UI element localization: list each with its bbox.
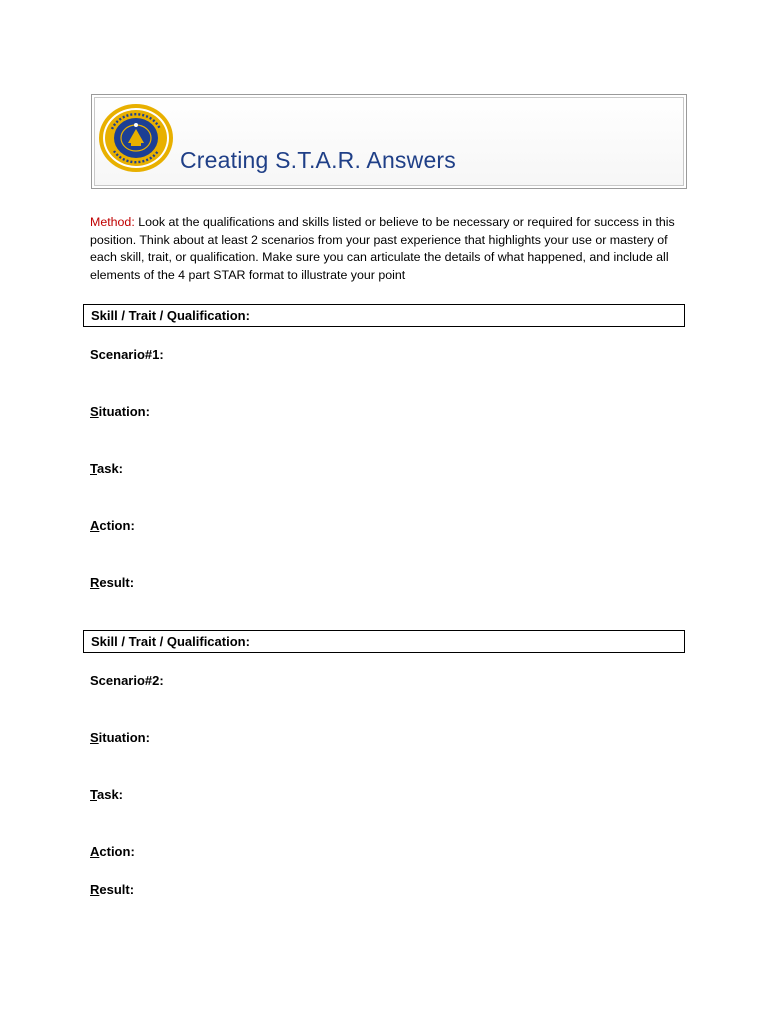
task-initial: T [90, 461, 97, 476]
scenario-label-1: Scenario#1: [90, 347, 164, 362]
task-label-2 [90, 787, 123, 802]
skill-label: Skill / Trait / Qualification: [91, 308, 250, 323]
page-title: Creating S.T.A.R. Answers [180, 147, 456, 173]
action-initial: A [90, 844, 100, 859]
result-rest: esult: [99, 882, 135, 897]
task-label-1 [90, 461, 123, 476]
result-initial: R [90, 882, 100, 897]
method-label: Method: [90, 215, 135, 229]
skill-trait-qualification-box-2 [83, 630, 685, 653]
skill-label: Skill / Trait / Qualification: [91, 634, 250, 649]
result-label-1 [90, 575, 134, 590]
document-header [91, 94, 687, 189]
result-initial: R [90, 575, 100, 590]
situation-initial: S [90, 404, 99, 419]
task-rest: ask: [96, 787, 124, 802]
scenario-label-2: Scenario#2: [90, 673, 164, 688]
action-rest: ction: [99, 518, 135, 533]
result-label-2 [90, 882, 134, 897]
task-rest: ask: [96, 461, 124, 476]
action-label-1 [90, 518, 135, 533]
result-rest: esult: [99, 575, 135, 590]
action-initial: A [90, 518, 100, 533]
situation-rest: ituation: [98, 730, 150, 745]
university-seal-icon [98, 103, 174, 173]
situation-initial: S [90, 730, 99, 745]
method-text: Look at the qualifications and skills listed or believe to be necessary or required for success in this position. Think about at least 2 scenarios from your past experience that highlights your use or mastery of each skill, trait, or qualification. Make sure you can articulate the details of what happened, and include all elements of the 4 part STAR format to illustrate your point [90, 215, 675, 282]
situation-label-1 [90, 404, 150, 419]
situation-rest: ituation: [98, 404, 150, 419]
action-rest: ction: [99, 844, 135, 859]
situation-label-2 [90, 730, 150, 745]
method-paragraph [90, 214, 680, 284]
skill-trait-qualification-box-1 [83, 304, 685, 327]
action-label-2 [90, 844, 135, 859]
task-initial: T [90, 787, 97, 802]
